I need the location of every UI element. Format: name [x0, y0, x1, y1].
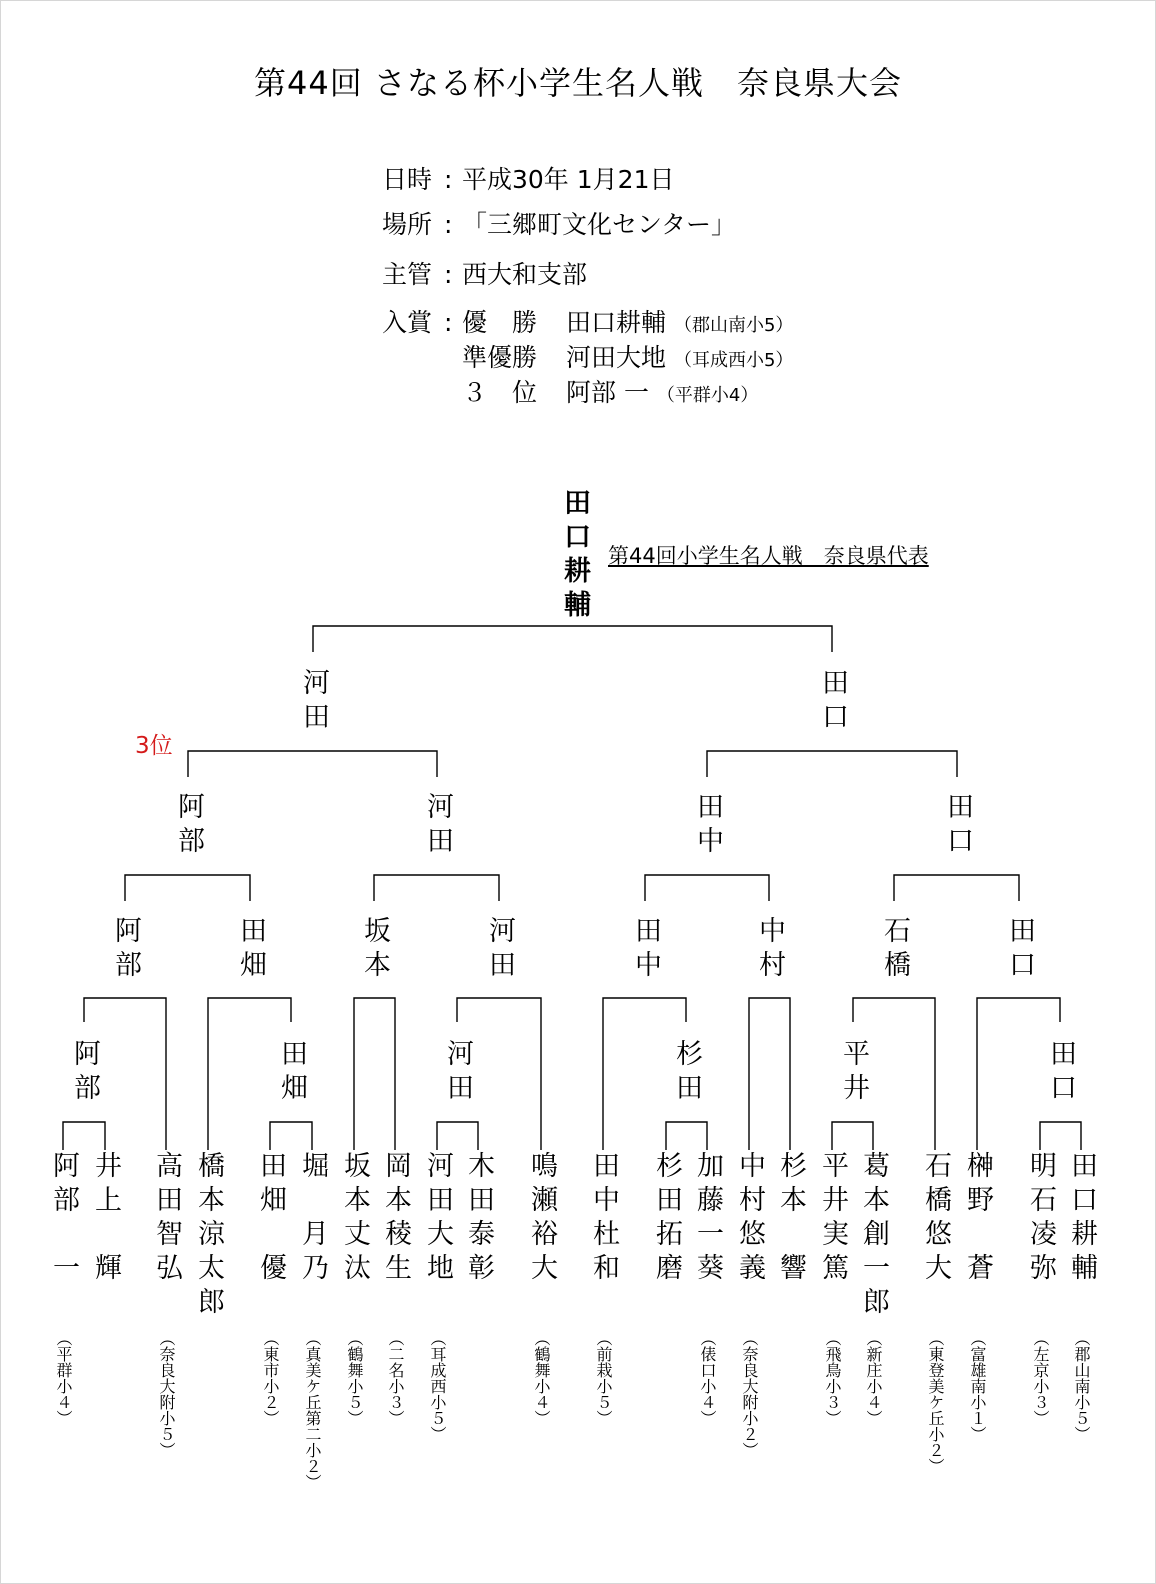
award-name: 田口耕輔 — [566, 308, 667, 337]
award-name: 阿部 一 — [566, 378, 649, 407]
award-name: 河田大地 — [566, 343, 667, 372]
player-name: 岡本稜生 — [380, 1151, 411, 1287]
winner-round1: 阿部 — [69, 1039, 100, 1107]
winner-semifinal: 田口 — [942, 792, 973, 860]
awards-label: 入賞 — [382, 308, 433, 337]
player-name: 中村悠義 — [734, 1151, 765, 1287]
player-name: 石橋悠大 — [920, 1151, 951, 1287]
player-school: （富雄南小１） — [968, 1330, 987, 1442]
player-name: 堀 月乃 — [297, 1151, 328, 1287]
player-school: （平群小４） — [54, 1330, 73, 1426]
player-name: 田口耕輔 — [1066, 1151, 1097, 1287]
winner-quarterfinal: 石橋 — [879, 916, 910, 984]
player-school: （鶴舞小５） — [345, 1330, 364, 1426]
bracket-line — [832, 1122, 873, 1150]
winner-quarterfinal: 河田 — [484, 916, 515, 984]
bracket-line — [707, 751, 957, 777]
winner-semifinal: 田中 — [692, 792, 723, 860]
winner-final: 田口 — [817, 668, 848, 736]
award-school: （郡山南小5） — [673, 315, 794, 336]
representative-label: 第44回小学生名人戦 奈良県代表 — [608, 544, 929, 568]
winner-final: 河田 — [298, 668, 329, 736]
bracket-line — [374, 875, 499, 901]
date-value: 平成30年 1月21日 — [462, 165, 675, 194]
colon: : — [444, 210, 453, 239]
player-name: 杉田拓磨 — [651, 1151, 682, 1287]
player-name: 榊野 蒼 — [962, 1151, 993, 1287]
bracket-line — [270, 1122, 312, 1150]
winner-semifinal: 阿部 — [173, 792, 204, 860]
player-name: 加藤一葵 — [692, 1151, 723, 1287]
player-name: 明石凌弥 — [1025, 1151, 1056, 1287]
player-name: 鳴瀬裕大 — [526, 1151, 557, 1287]
award-school: （平群小4） — [656, 385, 759, 406]
date-label: 日時 — [382, 165, 433, 194]
player-school: （奈良大附小５） — [157, 1330, 176, 1458]
organizer-value: 西大和支部 — [462, 260, 588, 289]
colon: : — [444, 260, 453, 289]
winner-quarterfinal: 阿部 — [110, 916, 141, 984]
player-name: 阿部 一 — [48, 1151, 79, 1287]
award-rank: ３ 位 — [462, 378, 538, 407]
player-school: （新庄小４） — [864, 1330, 883, 1426]
place-value: 「三郷町文化センター」 — [462, 210, 737, 239]
champion-name: 田口耕輔 — [559, 488, 590, 624]
player-name: 坂本丈汰 — [339, 1151, 370, 1287]
player-school: （東市小２） — [261, 1330, 280, 1426]
player-school: （郡山南小５） — [1072, 1330, 1091, 1442]
winner-quarterfinal: 田中 — [630, 916, 661, 984]
bracket-line — [666, 1122, 707, 1150]
award-school: （耳成西小5） — [673, 350, 794, 371]
player-school: （飛鳥小３） — [823, 1330, 842, 1426]
player-school: （鶴舞小４） — [532, 1330, 551, 1426]
player-school: （俵口小４） — [698, 1330, 717, 1426]
bracket-line — [63, 1122, 105, 1150]
player-name: 木田泰彰 — [463, 1151, 494, 1287]
organizer-label: 主管 — [382, 260, 433, 289]
winner-quarterfinal: 田畑 — [235, 916, 266, 984]
player-name: 河田大地 — [422, 1151, 453, 1287]
player-school: （耳成西小５） — [428, 1330, 447, 1442]
winner-quarterfinal: 田口 — [1004, 916, 1035, 984]
bracket-line — [645, 875, 769, 901]
player-name: 田中杜和 — [588, 1151, 619, 1287]
award-rank: 準優勝 — [462, 343, 538, 372]
colon: : — [444, 165, 453, 194]
page-title: 第44回 さなる杯小学生名人戦 奈良県大会 — [254, 64, 902, 102]
winner-quarterfinal: 中村 — [754, 916, 785, 984]
winner-round1: 平井 — [838, 1039, 869, 1107]
winner-round1: 河田 — [442, 1039, 473, 1107]
place-label: 場所 — [382, 210, 433, 239]
bracket-line — [125, 875, 250, 901]
player-name: 平井実篤 — [817, 1151, 848, 1287]
player-school: （二名小３） — [386, 1330, 405, 1426]
bracket-line — [188, 751, 437, 777]
player-name: 井上 輝 — [90, 1151, 121, 1287]
bracket-line — [749, 998, 790, 1150]
bracket-line — [894, 875, 1019, 901]
winner-round1: 杉田 — [671, 1039, 702, 1107]
winner-round1: 田畑 — [276, 1039, 307, 1107]
bracket-line — [354, 998, 395, 1150]
player-name: 葛本創一郎 — [858, 1151, 889, 1321]
bracket-line — [1040, 1122, 1081, 1150]
player-school: （東登美ケ丘小２） — [926, 1330, 945, 1474]
award-rank: 優 勝 — [462, 308, 538, 337]
bracket-line — [437, 1122, 478, 1150]
player-name: 杉本 響 — [775, 1151, 806, 1287]
player-school: （奈良大附小２） — [740, 1330, 759, 1458]
player-name: 田畑 優 — [255, 1151, 286, 1287]
winner-round1: 田口 — [1045, 1039, 1076, 1107]
player-school: （真美ケ丘第二小２） — [303, 1330, 322, 1490]
player-name: 高田智弘 — [151, 1151, 182, 1287]
player-school: （前栽小５） — [594, 1330, 613, 1426]
third-place-label: 3位 — [135, 733, 173, 759]
bracket-line — [313, 626, 832, 652]
winner-quarterfinal: 坂本 — [359, 916, 390, 984]
winner-semifinal: 河田 — [422, 792, 453, 860]
player-name: 橋本涼太郎 — [193, 1151, 224, 1321]
player-school: （左京小３） — [1031, 1330, 1050, 1426]
colon: : — [444, 308, 453, 337]
